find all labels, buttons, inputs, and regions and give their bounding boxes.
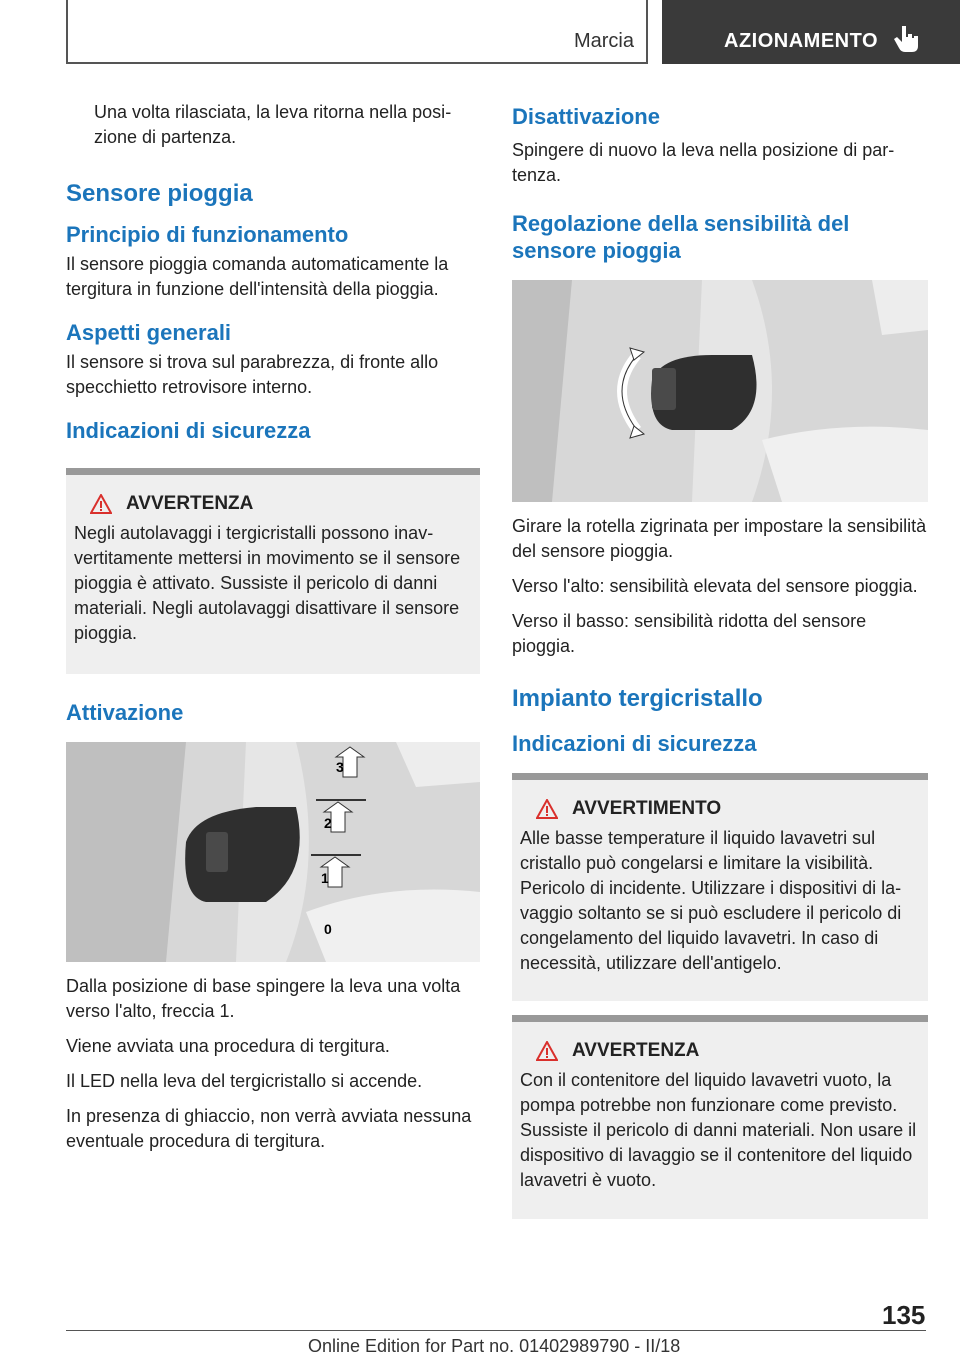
- activation-text-4: In presenza di ghiaccio, non verrà avviata nessuna eventuale procedura di tergitura.: [66, 1106, 472, 1151]
- heading-rain-sensor: Sensore pioggia: [66, 180, 253, 207]
- warning-title-row: [74, 493, 472, 515]
- page-number: 135: [882, 1300, 926, 1330]
- right-column: [512, 104, 928, 1219]
- text-deactivation: Spingere di nuovo la leva nella posizione di partenza.: [512, 140, 895, 185]
- warning-title: AVVERTENZA: [126, 493, 254, 514]
- adjust-text-2: Verso l'alto: sensibilità elevata del sensore pioggia.: [512, 576, 918, 596]
- figure-label-0: 0: [324, 921, 332, 937]
- knurled-wheel-image: [512, 280, 928, 502]
- activation-text-3: Il LED nella leva del tergicristallo si accende.: [66, 1071, 423, 1091]
- hand-pointer-icon: [894, 24, 920, 54]
- footer-divider: [66, 1330, 926, 1331]
- adjust-text-3: Verso il basso: sensibilità ridotta del sensore pioggia.: [512, 611, 867, 656]
- figure-label-1: 1: [321, 870, 329, 886]
- heading-general: Aspetti generali: [66, 320, 232, 345]
- warning-tank-text: Con il contenitore del liquido lavavetri vuoto, la pompa potrebbe non funzionare come previsto. Sussiste il pericolo di danni materiali. Non usare il dispositivo di lavaggio se il contenitore del liquido lavavetri è vuoto.: [520, 1070, 917, 1190]
- heading-wiper-system: Impianto tergicristallo: [512, 685, 763, 712]
- heading-safety: Indicazioni di sicurezza: [66, 418, 311, 443]
- activation-text-1: Dalla posizione di base spingere la leva una volta verso l'alto, freccia 1.: [66, 976, 461, 1021]
- warning-triangle-icon: [536, 799, 558, 819]
- heading-principle: Principio di funzionamento: [66, 222, 349, 247]
- warning-tank-title-row: [520, 1040, 920, 1062]
- heading-activation: Attivazione: [66, 700, 184, 725]
- heading-wiper-safety: Indicazioni di sicurezza: [512, 731, 757, 756]
- warning-freeze-title-row: [520, 798, 920, 820]
- figure-label-2: 2: [324, 815, 332, 831]
- warning-text: Negli autolavaggi i tergicristalli possono inavvertitamente mettersi in movimento se il sensore pioggia è attivato. Sussiste il pericolo di danni materiali. Negli autolavaggi disattivare il sensore pioggia.: [74, 523, 461, 643]
- text-principle: Il sensore pioggia comanda automaticamente la tergitura in funzione dell'intensità della pioggia.: [66, 254, 449, 299]
- heading-deactivation: Disattivazione: [512, 104, 660, 129]
- header-chapter: AZIONAMENTO: [724, 30, 879, 52]
- header-chapter-box: [662, 0, 960, 64]
- header-section: Marcia: [573, 30, 634, 52]
- warning-tank-title: AVVERTENZA: [572, 1040, 700, 1061]
- warning-freeze-text: Alle basse temperature il liquido lavavetri sul cristallo può congelarsi e limitare la visibilità. Pericolo di incidente. Utilizzare i dispositivi di lavaggio soltanto se si può escludere il pericolo di congelamento del liquido lavavetri. In caso di necessità, utilizzare dell'antigelo.: [520, 828, 902, 973]
- left-column: [66, 100, 480, 1164]
- warning-triangle-icon: [90, 494, 112, 514]
- figure-label-3: 3: [336, 759, 344, 775]
- warning-freeze-title: AVVERTIMENTO: [572, 798, 722, 819]
- lever-activation-image: [66, 742, 480, 962]
- footer-edition: Online Edition for Part no. 01402989790 - II/18: [308, 1336, 681, 1356]
- activation-text-2: Viene avviata una procedura di tergitura.: [66, 1036, 390, 1056]
- heading-adjust: Regolazione della sensibilità del sensore pioggia: [512, 211, 850, 263]
- header-section-box: [66, 0, 648, 64]
- warning-box-freeze: [512, 773, 928, 1001]
- text-general: Il sensore si trova sul parabrezza, di fronte allo specchietto retrovisore interno.: [66, 352, 439, 397]
- warning-triangle-icon: [536, 1041, 558, 1061]
- intro-text: Una volta rilasciata, la leva ritorna nella posizione di partenza.: [94, 102, 452, 147]
- adjust-text-1: Girare la rotella zigrinata per impostare la sensibilità del sensore pioggia.: [512, 516, 927, 561]
- warning-box: [66, 468, 480, 674]
- warning-box-empty-tank: [512, 1015, 928, 1219]
